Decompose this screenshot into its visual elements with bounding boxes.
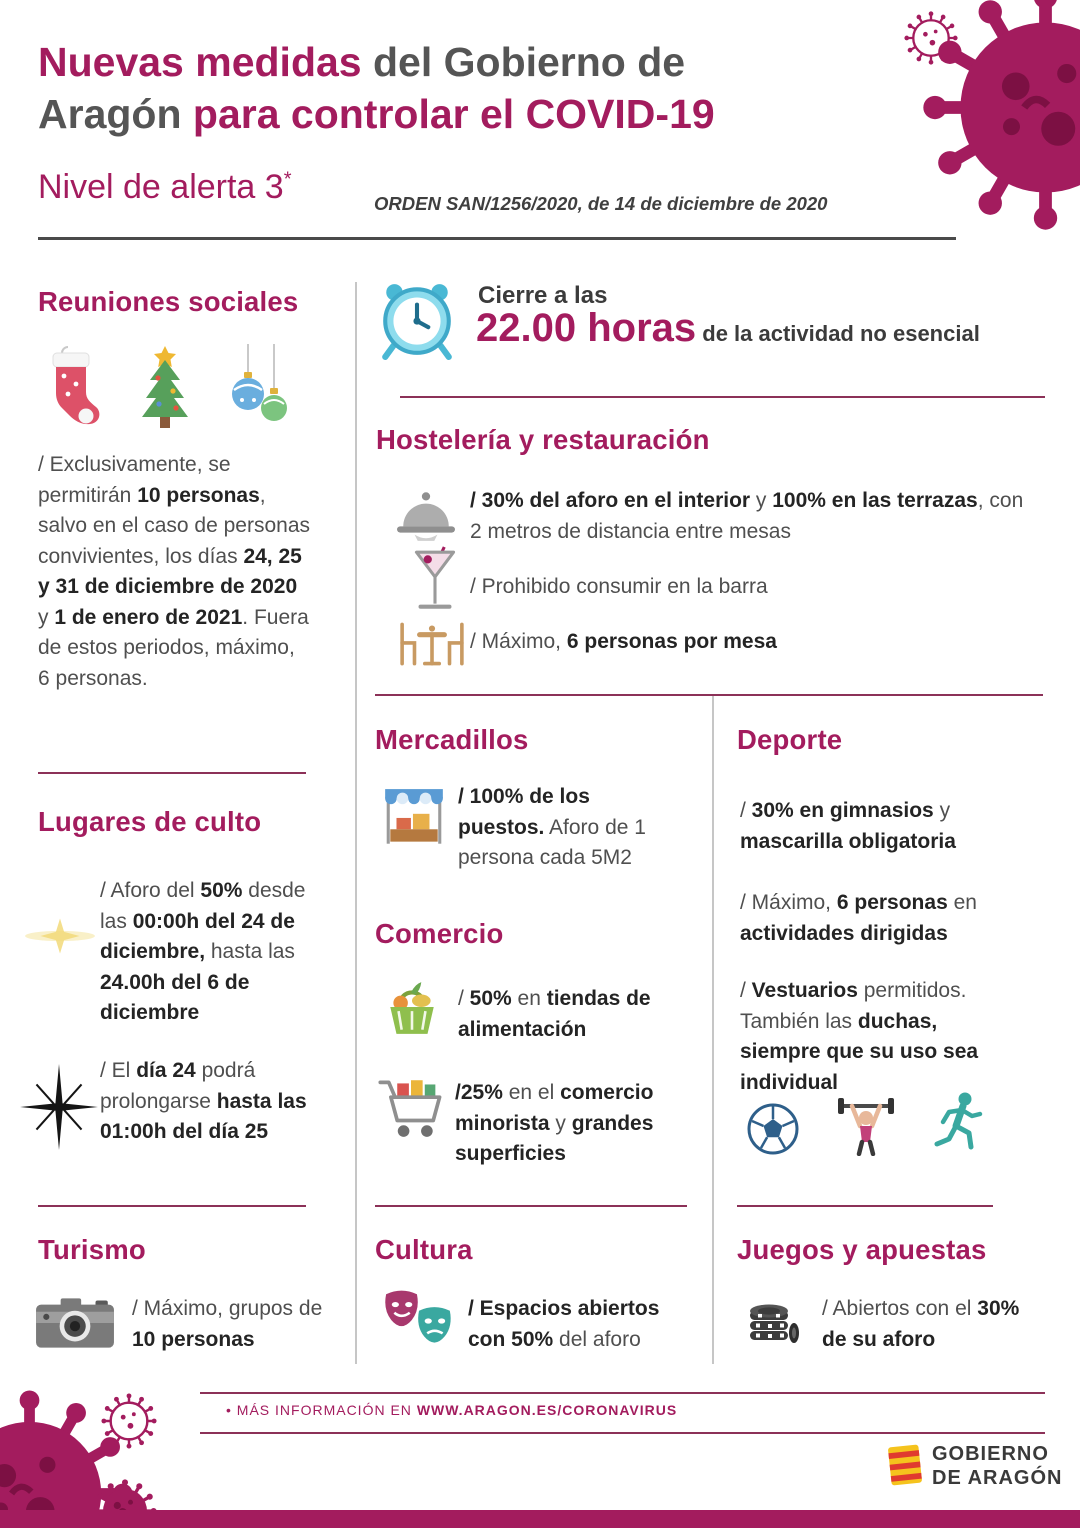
page-title-plain-2: Aragón xyxy=(38,91,193,137)
section-title-juegos: Juegos y apuestas xyxy=(737,1234,987,1265)
mercadillos-text: / 100% de los puestos. Aforo de 1 persona cada 5M2 xyxy=(458,785,646,869)
section-title-deporte: Deporte xyxy=(737,724,843,755)
order-reference: ORDEN SAN/1256/2020, de 14 de diciembre de 2020 xyxy=(374,193,828,214)
christmas-icons-row xyxy=(40,336,290,430)
candle-glow-icon xyxy=(22,912,98,960)
closing-rest: de la actividad no esencial xyxy=(696,321,980,346)
sparkle-star-icon xyxy=(20,1064,98,1150)
runner-icon xyxy=(932,1090,986,1156)
closing-text-line2 xyxy=(476,306,980,351)
cultura-text: / Espacios abiertos con 50% del aforo xyxy=(468,1297,660,1351)
alert-asterisk: * xyxy=(283,168,292,191)
footer-divider-bottom xyxy=(200,1432,1045,1434)
section-title-turismo: Turismo xyxy=(38,1234,146,1265)
grocery-basket-icon xyxy=(382,978,442,1038)
virus-large-top-icon xyxy=(918,0,1080,235)
juegos-text: / Abiertos con el 30% de su aforo xyxy=(822,1297,1020,1351)
section-title-cultura: Cultura xyxy=(375,1234,473,1265)
soccer-ball-icon xyxy=(746,1102,800,1156)
divider xyxy=(737,1205,993,1207)
christmas-tree-icon xyxy=(128,344,202,430)
divider xyxy=(375,1205,687,1207)
more-info-line xyxy=(226,1402,677,1418)
page-title-accent-1: Nuevas medidas xyxy=(38,39,362,85)
bullet: • xyxy=(226,1402,232,1418)
cocktail-icon xyxy=(410,546,460,616)
camera-icon xyxy=(34,1292,116,1352)
divider xyxy=(38,1205,306,1207)
divider xyxy=(38,772,306,774)
more-info-label: MÁS INFORMACIÓN EN xyxy=(231,1402,417,1418)
shopping-cart-icon xyxy=(376,1076,446,1148)
divider xyxy=(400,396,1045,398)
poker-chips-icon xyxy=(744,1290,802,1352)
alarm-clock-icon xyxy=(376,278,458,360)
section-title-reuniones: Reuniones sociales xyxy=(38,286,299,317)
page-title-accent-2: para controlar el COVID-19 xyxy=(192,91,715,137)
alert-level xyxy=(38,168,291,207)
alert-level-text: Nivel de alerta 3 xyxy=(38,168,284,206)
culto-item-2: / El día 24 podrá prolongarse hasta las 01:00h del día 25 xyxy=(100,1059,307,1143)
logo-line-1: GOBIERNO xyxy=(932,1443,1049,1465)
closing-text-line1: Cierre a las xyxy=(478,282,608,309)
table-chairs-icon xyxy=(398,620,466,668)
reuniones-text: / Exclusivamente, se permitirán 10 personas, salvo en el caso de personas convivientes, los días 24, 25 y 31 de diciembre de 2020 y 1 de enero de 2021. Fuera de estos periodos, máximo, 6 personas. xyxy=(38,453,311,690)
turismo-text: / Máximo, grupos de 10 personas xyxy=(132,1297,323,1351)
virus-small-bottom-outline-icon xyxy=(100,1392,158,1450)
section-title-comercio: Comercio xyxy=(375,918,504,949)
food-cloche-icon xyxy=(396,489,456,541)
christmas-ornaments-icon xyxy=(228,344,290,430)
deporte-item-3: / Vestuarios permitidos. También las duchas, siempre que su uso sea individual xyxy=(740,979,979,1094)
culto-item-1: / Aforo del 50% desde las 00:00h del 24 de diciembre, hasta las 24.00h del 6 de diciembre xyxy=(100,879,306,1024)
hosteleria-item-1: / 30% del aforo en el interior y 100% en las terrazas, con 2 metros de distancia entre mesas xyxy=(470,489,1024,543)
page-title xyxy=(38,36,878,140)
christmas-stocking-icon xyxy=(40,344,102,430)
section-title-culto: Lugares de culto xyxy=(38,806,262,837)
comercio-item-2: /25% en el comercio minorista y grandes superficies xyxy=(455,1081,654,1165)
coronavirus-info-link[interactable]: WWW.ARAGON.ES/CORONAVIRUS xyxy=(416,1402,678,1418)
closing-time: 22.00 horas xyxy=(476,306,697,350)
section-title-mercadillos: Mercadillos xyxy=(375,724,529,755)
section-title-hosteleria: Hostelería y restauración xyxy=(376,424,710,455)
comercio-item-1: / 50% en tiendas de alimentación xyxy=(458,987,651,1041)
logo-line-2: DE ARAGÓN xyxy=(932,1467,1063,1489)
deporte-item-1: / 30% en gimnasios y mascarilla obligatoria xyxy=(740,799,956,853)
column-divider-right xyxy=(712,696,714,1364)
weightlifter-icon xyxy=(836,1090,896,1156)
footer-divider-top xyxy=(200,1392,1045,1394)
hosteleria-item-3: / Máximo, 6 personas por mesa xyxy=(470,630,777,653)
market-stall-icon xyxy=(382,786,446,854)
sports-icons-row xyxy=(746,1090,986,1156)
deporte-item-2: / Máximo, 6 personas en actividades dirigidas xyxy=(740,891,977,945)
header-divider xyxy=(38,237,956,240)
hosteleria-item-2: / Prohibido consumir en la barra xyxy=(470,575,768,598)
column-divider-left xyxy=(355,282,357,1364)
aragon-flag-icon xyxy=(884,1440,926,1490)
divider xyxy=(375,694,1043,696)
bottom-accent-bar xyxy=(0,1510,1080,1528)
page-title-plain-1: del Gobierno de xyxy=(361,39,686,85)
gobierno-aragon-logo xyxy=(932,1442,1062,1490)
theater-masks-icon xyxy=(382,1288,456,1354)
